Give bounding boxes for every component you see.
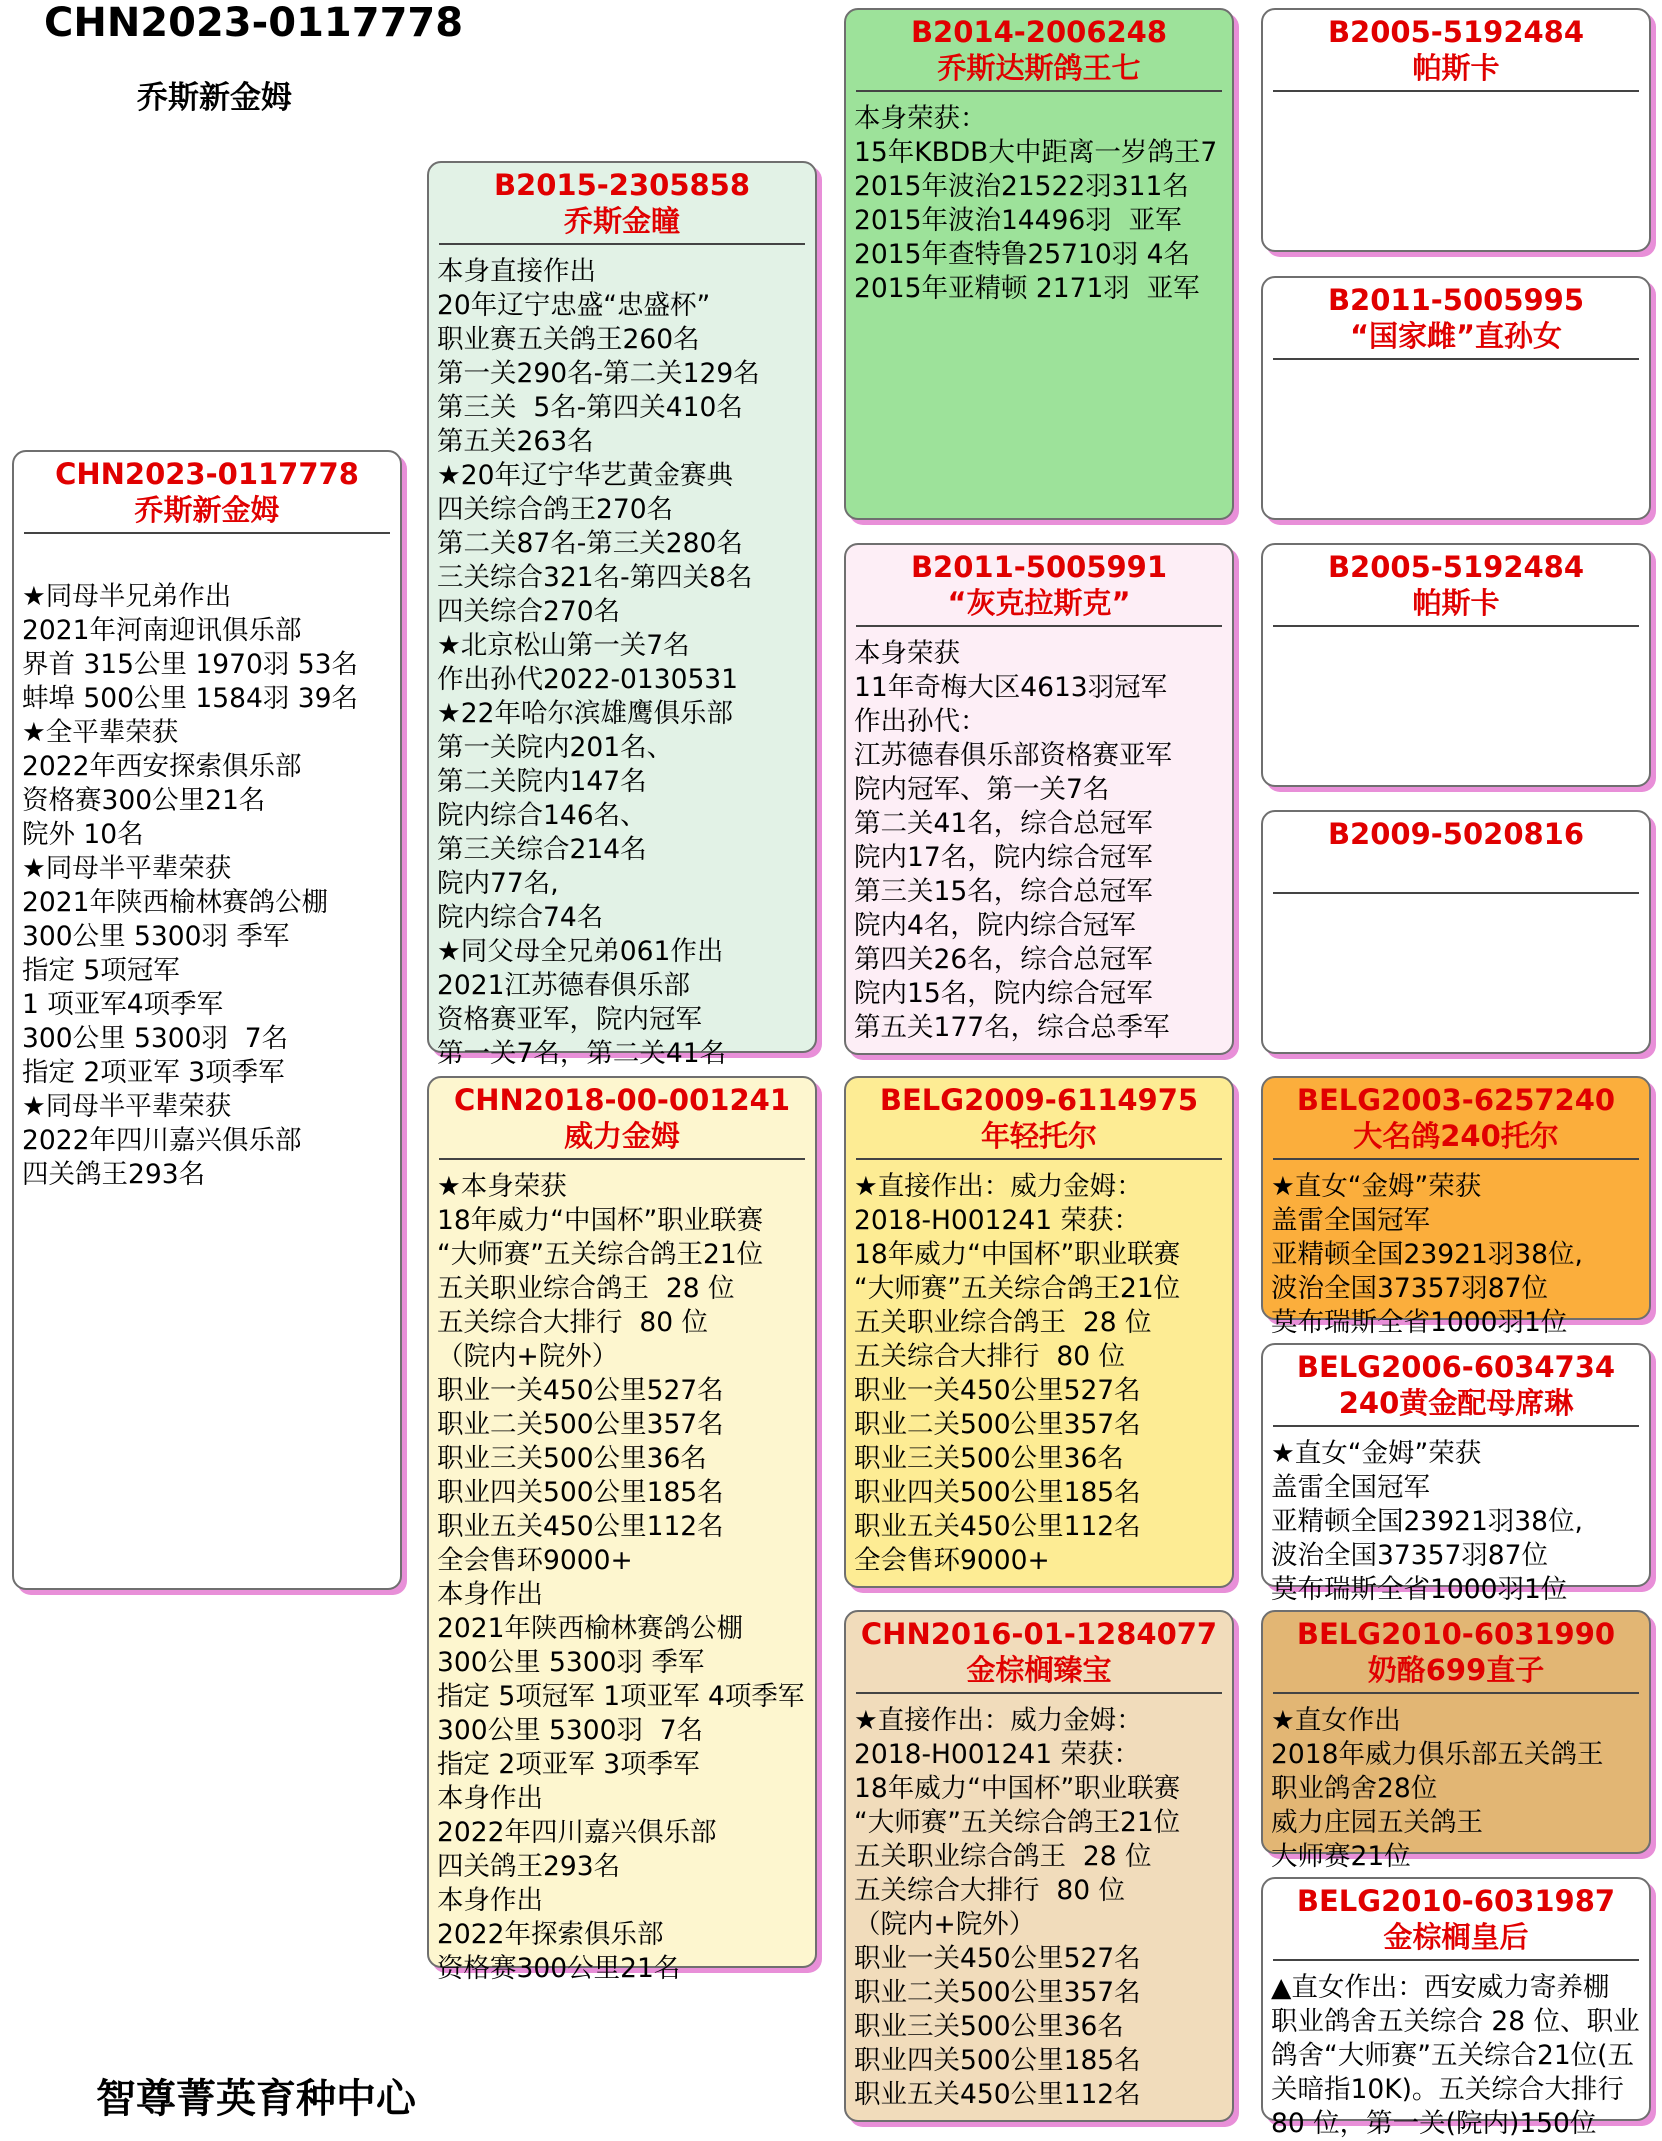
achievement-line: 2015年波治14496羽 亚军 xyxy=(854,205,1182,236)
achievement-line: 四关综合鸽王270名 xyxy=(437,494,674,525)
achievement-line: 职业二关500公里357名 xyxy=(854,1977,1141,2008)
achievement-line: ★同父母全兄弟061作出 xyxy=(437,936,724,967)
achievement-line: 五关职业综合鸽王 28 位 xyxy=(854,1307,1152,1338)
achievements xyxy=(1263,894,1649,904)
achievement-line: 2015年查特鲁25710羽 4名 xyxy=(854,239,1191,270)
achievement-line: 2022年探索俱乐部 xyxy=(437,1919,664,1950)
card-header xyxy=(846,545,1232,621)
ring-number: B2011-5005995 xyxy=(1327,283,1585,317)
achievement-line: 第三关综合214名 xyxy=(437,834,647,865)
achievement-line: 职业一关450公里527名 xyxy=(437,1375,724,1406)
achievements xyxy=(429,1160,815,1986)
achievement-line: 18年威力“中国杯”职业联赛 xyxy=(854,1773,1181,1804)
achievement-line: ★直女作出 xyxy=(1271,1705,1401,1736)
achievement-line: 莫布瑞斯全省1000羽1位 xyxy=(1271,1574,1568,1605)
achievement-line: 五关职业综合鸽王 28 位 xyxy=(854,1841,1152,1872)
bird-name: 乔斯新金姆 xyxy=(134,493,280,527)
achievement-line: 院内17名，院内综合冠军 xyxy=(854,842,1153,873)
achievement-line: 2018年威力俱乐部五关鸽王 xyxy=(1271,1739,1604,1770)
achievements xyxy=(846,1694,1232,2112)
achievement-line: 2021江苏德春俱乐部 xyxy=(437,970,690,1001)
achievement-line: 院内4名，院内综合冠军 xyxy=(854,910,1136,941)
pedigree-bird-name: 乔斯新金姆 xyxy=(137,80,292,116)
bird-name: “国家雌”直孙女 xyxy=(1349,319,1563,353)
achievement-line: 界首 315公里 1970羽 53名 xyxy=(22,649,359,680)
achievement-line: 江苏德春俱乐部资格赛亚军 xyxy=(854,740,1172,771)
achievement-line: ★直女“金姆”荣获 xyxy=(1271,1171,1482,1202)
achievements xyxy=(1263,1160,1649,1340)
achievement-line: 本身荣获： xyxy=(854,103,987,134)
achievement-line: 职业四关500公里185名 xyxy=(437,1477,724,1508)
achievement-line: 鸽舍“大师赛”五关综合21位(五 xyxy=(1271,2040,1635,2071)
ring-number: CHN2016-01-1284077 xyxy=(860,1617,1218,1651)
achievement-line: 本身作出 xyxy=(437,1885,543,1916)
card-header xyxy=(846,1078,1232,1154)
achievement-line: “大师赛”五关综合鸽王21位 xyxy=(854,1273,1181,1304)
card-sire-sire-dam xyxy=(1261,276,1651,520)
bird-name: 乔斯达斯鸽王七 xyxy=(937,51,1141,85)
bird-name: “灰克拉斯克” xyxy=(947,586,1131,620)
achievement-line: 作出孙代2022-0130531 xyxy=(437,664,739,695)
achievement-line: 指定 5项冠军 1项亚军 4项季军 xyxy=(437,1681,805,1712)
bird-name: 奶酪699直子 xyxy=(1367,1653,1545,1687)
ring-number: B2005-5192484 xyxy=(1327,15,1585,49)
achievement-line: 盖雷全国冠军 xyxy=(1271,1472,1430,1503)
card-header xyxy=(1263,1612,1649,1688)
achievement-line: ★同母半兄弟作出 xyxy=(22,581,232,612)
achievement-line: 第一关290名-第二关129名 xyxy=(437,358,760,389)
achievement-line: 资格赛300公里21名 xyxy=(22,785,266,816)
achievement-line: 第二关87名-第三关280名 xyxy=(437,528,743,559)
achievement-line: 亚精顿全国23921羽38位, xyxy=(1271,1239,1583,1270)
achievement-line: 院内77名, xyxy=(437,868,559,899)
achievement-line: 指定 2项亚军 3项季军 xyxy=(437,1749,700,1780)
achievement-line: 职业赛五关鸽王260名 xyxy=(437,324,700,355)
achievement-line: 2022年四川嘉兴俱乐部 xyxy=(22,1125,302,1156)
achievement-line: 五关职业综合鸽王 28 位 xyxy=(437,1273,735,1304)
card-header xyxy=(429,163,815,239)
achievements xyxy=(1263,1694,1649,1874)
achievement-line: 蚌埠 500公里 1584羽 39名 xyxy=(22,683,359,714)
ring-number: B2015-2305858 xyxy=(493,168,751,202)
card-header xyxy=(1263,1345,1649,1421)
achievement-line: 莫布瑞斯全省1000羽1位 xyxy=(1271,1307,1568,1338)
bird-name: 帕斯卡 xyxy=(1412,51,1500,85)
breeder-footer: 智尊菁英育种中心 xyxy=(96,2076,416,2122)
achievement-line: ▲直女作出：西安威力寄养棚 xyxy=(1271,1972,1610,2003)
achievement-line: 院外 10名 xyxy=(22,819,144,850)
achievement-line: 院内综合146名、 xyxy=(437,800,647,831)
achievement-line: 本身直接作出 xyxy=(437,256,596,287)
achievement-line: 2021年陕西榆林赛鸽公棚 xyxy=(437,1613,743,1644)
card-dam-dam-sire xyxy=(1261,1610,1651,1872)
achievement-line: 资格赛300公里21名 xyxy=(437,1953,681,1984)
achievement-line: （院内+院外） xyxy=(854,1909,1036,1940)
ring-number: BELG2010-6031990 xyxy=(1296,1617,1616,1651)
card-header xyxy=(846,10,1232,86)
achievement-line: 职业一关450公里527名 xyxy=(854,1375,1141,1406)
achievement-line: 职业五关450公里112名 xyxy=(854,1511,1141,1542)
achievement-line: 18年威力“中国杯”职业联赛 xyxy=(854,1239,1181,1270)
achievement-line: 职业三关500公里36名 xyxy=(437,1443,707,1474)
achievement-line: 作出孙代： xyxy=(854,706,987,737)
achievement-line: 300公里 5300羽 季军 xyxy=(22,921,290,952)
ring-number: B2011-5005991 xyxy=(910,550,1168,584)
achievements xyxy=(14,534,400,1192)
achievement-line: 职业三关500公里36名 xyxy=(854,1443,1124,1474)
achievement-line: 第四关26名，综合总冠军 xyxy=(854,944,1153,975)
achievement-line: 第一关院内201名、 xyxy=(437,732,674,763)
card-sire-dam xyxy=(844,543,1234,1055)
achievement-line: 职业五关450公里112名 xyxy=(437,1511,724,1542)
achievement-line: 本身作出 xyxy=(437,1579,543,1610)
card-sire-sire-sire xyxy=(1261,8,1651,252)
card-header xyxy=(1263,278,1649,354)
achievement-line: 威力庄园五关鸽王 xyxy=(1271,1807,1483,1838)
achievements xyxy=(1263,627,1649,637)
achievement-line: 1 项亚军4项季军 xyxy=(22,989,224,1020)
achievement-line: 第二关41名，综合总冠军 xyxy=(854,808,1153,839)
achievement-line: 2018-H001241 荣获： xyxy=(854,1205,1141,1236)
achievement-line: 职业二关500公里357名 xyxy=(854,1409,1141,1440)
achievement-line: 指定 2项亚军 3项季军 xyxy=(22,1057,285,1088)
card-dam-sire-dam xyxy=(1261,1343,1651,1605)
achievement-line: 四关鸽王293名 xyxy=(437,1851,621,1882)
achievements xyxy=(429,245,815,1071)
achievement-line: 大师赛21位 xyxy=(1271,1841,1411,1872)
achievement-line: ★同母半平辈荣获 xyxy=(22,853,232,884)
achievement-line: 80 位，第一关(院内)150位 xyxy=(1271,2108,1597,2139)
achievement-line: 指定 5项冠军 xyxy=(22,955,180,986)
achievement-line: 院内综合74名 xyxy=(437,902,604,933)
ring-number: B2005-5192484 xyxy=(1327,550,1585,584)
achievement-line: 第一关7名，第二关41名 xyxy=(437,1038,727,1069)
card-header xyxy=(1263,10,1649,86)
achievement-line: 全会售环9000+ xyxy=(437,1545,633,1576)
achievement-line: 五关综合大排行 80 位 xyxy=(854,1875,1125,1906)
achievement-line: 全会售环9000+ xyxy=(854,1545,1050,1576)
ring-number: BELG2009-6114975 xyxy=(879,1083,1199,1117)
card-header xyxy=(14,452,400,528)
achievement-line: ★北京松山第一关7名 xyxy=(437,630,690,661)
achievement-line: 2018-H001241 荣获： xyxy=(854,1739,1141,1770)
card-header xyxy=(1263,545,1649,621)
achievement-line: “大师赛”五关综合鸽王21位 xyxy=(437,1239,764,1270)
achievement-line: 关暗指10K)。五关综合大排行 xyxy=(1271,2074,1624,2105)
achievement-line: ★直女“金姆”荣获 xyxy=(1271,1438,1482,1469)
achievement-line: ★全平辈荣获 xyxy=(22,717,179,748)
achievement-line: 职业三关500公里36名 xyxy=(854,2011,1124,2042)
bird-name: 240黄金配母席琳 xyxy=(1338,1386,1574,1420)
achievement-line: ★直接作出：威力金姆： xyxy=(854,1705,1143,1736)
bird-name: 金棕榈臻宝 xyxy=(966,1653,1112,1687)
card-sire-dam-sire xyxy=(1261,543,1651,787)
achievement-line: 2021年陕西榆林赛鸽公棚 xyxy=(22,887,328,918)
achievement-line: ★同母半平辈荣获 xyxy=(22,1091,232,1122)
achievement-line: 亚精顿全国23921羽38位, xyxy=(1271,1506,1583,1537)
card-subject xyxy=(12,450,402,1590)
achievement-line: ★直接作出：威力金姆： xyxy=(854,1171,1143,1202)
achievement-line: 职业鸽舍五关综合 28 位、职业 xyxy=(1271,2006,1640,2037)
ring-number: BELG2003-6257240 xyxy=(1296,1083,1616,1117)
achievement-line: 2015年波治21522羽311名 xyxy=(854,171,1189,202)
card-header xyxy=(1263,1879,1649,1955)
card-dam-dam-dam xyxy=(1261,1877,1651,2139)
achievement-line: 第五关263名 xyxy=(437,426,594,457)
achievement-line: 波治全国37357羽87位 xyxy=(1271,1273,1549,1304)
achievement-line: 职业四关500公里185名 xyxy=(854,1477,1141,1508)
bird-name: 年轻托尔 xyxy=(980,1119,1097,1153)
achievement-line: 职业五关450公里112名 xyxy=(854,2079,1141,2110)
achievement-line: 300公里 5300羽 7名 xyxy=(22,1023,289,1054)
card-header xyxy=(1263,812,1649,888)
achievement-line: （院内+院外） xyxy=(437,1341,619,1372)
achievement-line: 300公里 5300羽 7名 xyxy=(437,1715,704,1746)
achievement-line: 第三关15名，综合总冠军 xyxy=(854,876,1153,907)
achievement-line: 四关综合270名 xyxy=(437,596,621,627)
achievement-line: 五关综合大排行 80 位 xyxy=(854,1341,1125,1372)
achievement-line: 第二关院内147名 xyxy=(437,766,647,797)
achievements xyxy=(1263,360,1649,370)
achievement-line xyxy=(22,546,392,580)
ring-number: BELG2006-6034734 xyxy=(1296,1350,1616,1384)
achievements xyxy=(846,1160,1232,1578)
bird-name: 金棕榈皇后 xyxy=(1383,1920,1529,1954)
achievement-line: 职业二关500公里357名 xyxy=(437,1409,724,1440)
achievement-line: 2022年四川嘉兴俱乐部 xyxy=(437,1817,717,1848)
achievement-line: 盖雷全国冠军 xyxy=(1271,1205,1430,1236)
card-sire xyxy=(427,161,817,1069)
achievement-line: 第五关177名，综合总季军 xyxy=(854,1012,1170,1043)
bird-name: 威力金姆 xyxy=(563,1119,680,1153)
ring-number: CHN2018-00-001241 xyxy=(453,1083,791,1117)
achievement-line: 20年辽宁忠盛“忠盛杯” xyxy=(437,290,711,321)
ring-number: BELG2010-6031987 xyxy=(1296,1884,1616,1918)
achievement-line: 资格赛亚军，院内冠军 xyxy=(437,1004,702,1035)
achievement-line: 职业鸽舍28位 xyxy=(1271,1773,1438,1804)
achievement-line: 11年奇梅大区4613羽冠军 xyxy=(854,672,1168,703)
card-sire-dam-dam xyxy=(1261,810,1651,1054)
bird-name: 帕斯卡 xyxy=(1412,586,1500,620)
achievement-line: 三关综合321名-第四关8名 xyxy=(437,562,753,593)
achievement-line: 职业四关500公里185名 xyxy=(854,2045,1141,2076)
achievements xyxy=(846,92,1232,306)
card-header xyxy=(1263,1078,1649,1154)
achievement-line: 18年威力“中国杯”职业联赛 xyxy=(437,1205,764,1236)
achievement-line: 2021年河南迎讯俱乐部 xyxy=(22,615,302,646)
card-dam xyxy=(427,1076,817,1984)
achievement-line: 本身作出 xyxy=(437,1783,543,1814)
ring-number: B2009-5020816 xyxy=(1327,817,1585,851)
achievement-line: 职业一关450公里527名 xyxy=(854,1943,1141,1974)
pedigree-ring-number: CHN2023-0117778 xyxy=(44,0,464,46)
achievements xyxy=(1263,1961,1649,2141)
achievements xyxy=(846,627,1232,1045)
card-dam-sire xyxy=(844,1076,1234,1588)
bird-name: 乔斯金瞳 xyxy=(563,204,680,238)
bird-name xyxy=(1263,852,1649,888)
ring-number: B2014-2006248 xyxy=(910,15,1168,49)
achievement-line: “大师赛”五关综合鸽王21位 xyxy=(854,1807,1181,1838)
achievement-line: 15年KBDB大中距离一岁鸽王7 xyxy=(854,137,1218,168)
achievement-line: 第三关 5名-第四关410名 xyxy=(437,392,743,423)
achievement-line: ★20年辽宁华艺黄金赛典 xyxy=(437,460,733,491)
achievement-line: 院内冠军、第一关7名 xyxy=(854,774,1110,805)
card-header xyxy=(846,1612,1232,1688)
card-dam-sire-sire xyxy=(1261,1076,1651,1338)
achievement-line: 2015年亚精顿 2171羽 亚军 xyxy=(854,273,1200,304)
achievements xyxy=(1263,1427,1649,1607)
achievement-line: 院内15名，院内综合冠军 xyxy=(854,978,1153,1009)
achievement-line: ★22年哈尔滨雄鹰俱乐部 xyxy=(437,698,733,729)
achievement-line: 波治全国37357羽87位 xyxy=(1271,1540,1549,1571)
card-dam-dam xyxy=(844,1610,1234,2122)
bird-name: 大名鸽240托尔 xyxy=(1353,1119,1559,1153)
achievement-line: 五关综合大排行 80 位 xyxy=(437,1307,708,1338)
card-sire-sire xyxy=(844,8,1234,520)
achievement-line: 2022年西安探索俱乐部 xyxy=(22,751,302,782)
achievement-line: 本身荣获 xyxy=(854,638,960,669)
achievement-line: 四关鸽王293名 xyxy=(22,1159,206,1190)
achievement-line: ★本身荣获 xyxy=(437,1171,567,1202)
card-header xyxy=(429,1078,815,1154)
achievement-line: 300公里 5300羽 季军 xyxy=(437,1647,705,1678)
achievements xyxy=(1263,92,1649,102)
ring-number: CHN2023-0117778 xyxy=(55,457,359,491)
